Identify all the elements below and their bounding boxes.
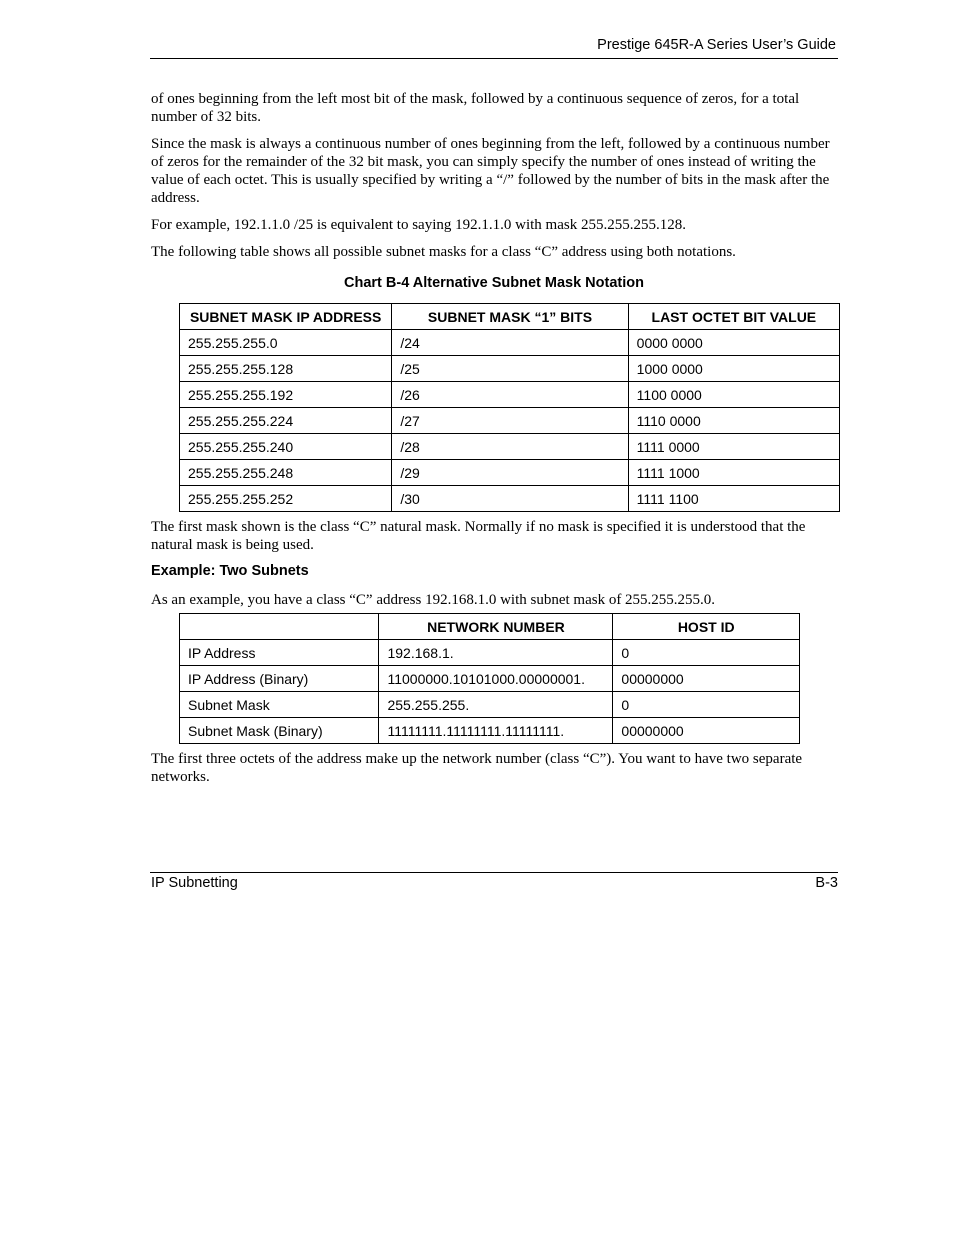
table-cell: 00000000 [613, 718, 800, 744]
paragraph-table-intro: The following table shows all possible subnet masks for a class “C” address using both notations. [151, 244, 736, 260]
table-row [180, 382, 840, 408]
column-header [180, 614, 379, 640]
table-cell: 192.168.1. [379, 640, 613, 666]
table-cell: 00000000 [613, 666, 800, 692]
table-row [180, 408, 840, 434]
page-number: B-3 [815, 875, 838, 891]
table-row [180, 666, 800, 692]
table-cell: 1110 0000 [628, 408, 839, 434]
column-header: LAST OCTET BIT VALUE [628, 304, 839, 330]
table-cell: 255.255.255.248 [180, 460, 392, 486]
table-cell: 255.255.255.0 [180, 330, 392, 356]
table-cell: 0000 0000 [628, 330, 839, 356]
table-cell: /28 [392, 434, 628, 460]
table-cell: 255.255.255.192 [180, 382, 392, 408]
table-cell: 255.255.255.128 [180, 356, 392, 382]
table-row [180, 692, 800, 718]
paragraph-natural-mask: The first mask shown is the class “C” natural mask. Normally if no mask is specified it is understood that the natural mask is being used. [151, 519, 806, 553]
table-cell: 0 [613, 692, 800, 718]
table-cell: /26 [392, 382, 628, 408]
table-cell: 11111111.11111111.11111111. [379, 718, 613, 744]
table-cell: /27 [392, 408, 628, 434]
table-row [180, 718, 800, 744]
table-cell: IP Address (Binary) [180, 666, 379, 692]
table-cell: /24 [392, 330, 628, 356]
table-cell: 1111 0000 [628, 434, 839, 460]
table-cell: 1111 1000 [628, 460, 839, 486]
table-row [180, 486, 840, 512]
table-cell: 1000 0000 [628, 356, 839, 382]
column-header: HOST ID [613, 614, 800, 640]
example-heading: Example: Two Subnets [151, 563, 309, 579]
table-cell: 255.255.255.252 [180, 486, 392, 512]
table-cell: 255.255.255.240 [180, 434, 392, 460]
table-cell: 1100 0000 [628, 382, 839, 408]
table-header-row [180, 304, 840, 330]
paragraph-example: For example, 192.1.1.0 /25 is equivalent to saying 192.1.1.0 with mask 255.255.255.128. [151, 217, 686, 233]
subnet-mask-table [179, 303, 840, 512]
table-row [180, 356, 840, 382]
paragraph-mask-bits: of ones beginning from the left most bit of the mask, followed by a continuous sequence of zeros, for a total number of 32 bits. [151, 91, 800, 125]
paragraph-network-number: The first three octets of the address make up the network number (class “C”). You want to have two separate networks. [151, 751, 803, 785]
table-cell: /30 [392, 486, 628, 512]
guide-title: Prestige 645R-A Series User’s Guide [597, 37, 836, 53]
table-cell: 11000000.10101000.00000001. [379, 666, 613, 692]
page-footer [150, 872, 838, 895]
example-subnet-table [179, 613, 800, 744]
table-header-row [180, 614, 800, 640]
table-cell: 1111 1100 [628, 486, 839, 512]
table-cell: /25 [392, 356, 628, 382]
chart-caption: Chart B-4 Alternative Subnet Mask Notation [344, 275, 644, 291]
table-cell: IP Address [180, 640, 379, 666]
table-cell: 255.255.255.224 [180, 408, 392, 434]
table-row [180, 330, 840, 356]
footer-section-title: IP Subnetting [151, 875, 238, 891]
column-header: NETWORK NUMBER [379, 614, 613, 640]
table-cell: 255.255.255. [379, 692, 613, 718]
table-cell: 0 [613, 640, 800, 666]
table-cell: /29 [392, 460, 628, 486]
column-header: SUBNET MASK “1” BITS [392, 304, 628, 330]
column-header: SUBNET MASK IP ADDRESS [180, 304, 392, 330]
page-header [150, 36, 838, 59]
table-row [180, 640, 800, 666]
paragraph-mask-notation: Since the mask is always a continuous number of ones beginning from the left, followed by a continuous number of zeros for the remainder of the 32 bit mask, you can simply specify the number of ones instead of writing the value of each octet. This is usually specified by writing a “/” followed by the number of bits in the mask after the address. [151, 136, 830, 206]
table-row [180, 460, 840, 486]
table-row [180, 434, 840, 460]
table-cell: Subnet Mask (Binary) [180, 718, 379, 744]
paragraph-example-address: As an example, you have a class “C” address 192.168.1.0 with subnet mask of 255.255.255.0. [151, 592, 716, 608]
table-cell: Subnet Mask [180, 692, 379, 718]
